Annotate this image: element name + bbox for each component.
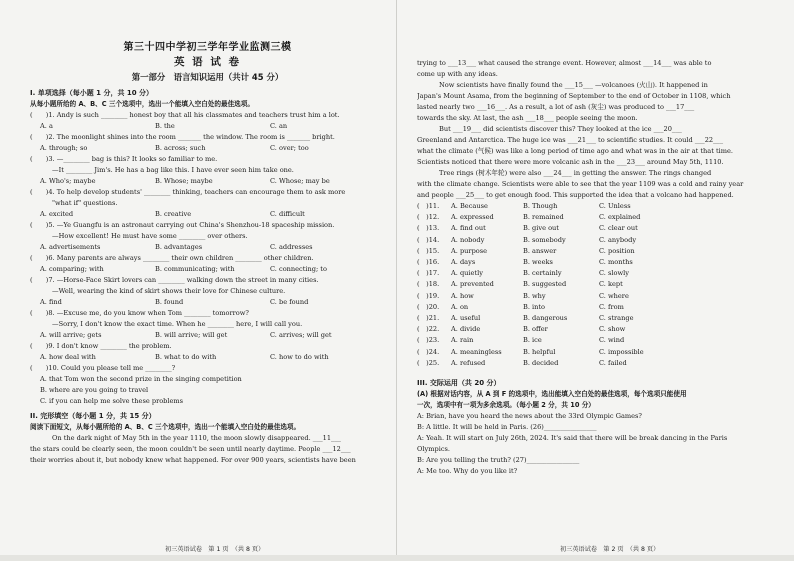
- option-c[interactable]: C. slowly: [599, 269, 629, 278]
- question-3: ( )3. —________ bag is this? It looks so familiar to me.: [30, 155, 218, 163]
- option-a[interactable]: A. refused: [451, 358, 486, 367]
- option-c[interactable]: C. show: [599, 325, 626, 334]
- option-a[interactable]: A. Who's; maybe: [40, 177, 96, 185]
- option-c[interactable]: C. arrives; will get: [270, 331, 332, 339]
- option-row: [417, 235, 768, 246]
- question-4: ( )4. To help develop students' ________ thinking, teachers can encourage them to ask more: [30, 188, 346, 196]
- option-c[interactable]: C. months: [599, 258, 633, 267]
- option-b[interactable]: B. somebody: [523, 235, 566, 244]
- question-number: ( )14.: [417, 235, 440, 244]
- option-a[interactable]: A. find out: [451, 224, 486, 233]
- question-5-line-2: —How excellent! He must have some ________ over others.: [52, 232, 248, 240]
- question-number: ( )21.: [417, 314, 440, 323]
- bottom-shadow: [0, 555, 794, 561]
- option-c[interactable]: C. anybody: [599, 235, 637, 244]
- option-b[interactable]: B. suggested: [523, 280, 567, 289]
- option-row: [417, 268, 768, 279]
- option-c[interactable]: C. explained: [599, 213, 641, 222]
- passage-line: their worries about it, but nobody knew what happened. For over 900 years, scientists have been: [30, 456, 356, 464]
- option-c[interactable]: C. addresses: [270, 243, 313, 251]
- option-b[interactable]: B. decided: [523, 358, 559, 367]
- passage-line: what the climate (气候) was like a long period of time ago and what was in the air at that time.: [417, 147, 733, 155]
- question-7: ( )7. —Horse-Face Skirt lovers can ________ walking down the street in many cities.: [30, 276, 319, 284]
- option-a[interactable]: A. quietly: [451, 269, 483, 278]
- passage-line: come up with any ideas.: [417, 70, 498, 78]
- option-c[interactable]: C. Unless: [599, 202, 631, 210]
- passage-line: On the dark night of May 5th in the year 1110, the moon slowly disappeared. ___11___: [52, 434, 341, 442]
- question-2-options: [30, 143, 385, 154]
- option-c[interactable]: C. failed: [599, 358, 627, 367]
- cloze-options: [417, 201, 768, 369]
- option-b[interactable]: B. found: [155, 298, 184, 306]
- option-b[interactable]: B. answer: [523, 246, 557, 255]
- question-9-options: [30, 352, 385, 363]
- option-row: [417, 212, 768, 223]
- question-8-options: [30, 330, 385, 341]
- option-a[interactable]: A. how: [451, 291, 474, 300]
- section-1-instruction: 从每小题所给的 A、B、C 三个选项中，选出一个能填入空白处的最佳选项。: [30, 100, 254, 108]
- option-c[interactable]: C. how to do with: [270, 353, 329, 361]
- dialogue-line: A: Yeah. It will start on July 26th, 2024. It's said that there will be break dancing in the Paris: [417, 434, 728, 443]
- part-heading: 第一部分 语言知识运用（共计 45 分）: [131, 72, 284, 82]
- option-row: [417, 201, 768, 212]
- option-a[interactable]: A. divide: [451, 325, 481, 334]
- option-row: [417, 324, 768, 335]
- option-row: [417, 358, 768, 369]
- exam-title: 第三十四中学初三学年学业监测三模: [123, 42, 292, 53]
- option-a[interactable]: A. how deal with: [40, 353, 96, 361]
- question-5: ( )5. —Ye Guangfu is an astronaut carrying out China's Shenzhou-18 spaceship mission.: [30, 221, 335, 229]
- question-6: ( )6. Many parents are always ________ their own children ________ other children.: [30, 254, 314, 262]
- question-4-options: [30, 209, 385, 220]
- passage-line: the stars could be clearly seen, the moon couldn't be seen until nearly daytime. People ___12___: [30, 445, 351, 453]
- exam-subtitle: 英 语 试 卷: [174, 56, 241, 68]
- option-c[interactable]: C. where: [599, 291, 629, 300]
- option-b[interactable]: B. advantages: [155, 243, 203, 251]
- section-1-heading: I. 单项选择（每小题 1 分，共 10 分）: [30, 89, 154, 97]
- option-b[interactable]: B. offer: [523, 325, 548, 334]
- option-a[interactable]: A. nobody: [451, 235, 485, 244]
- option-a[interactable]: A. find: [40, 298, 62, 306]
- question-5-options: [30, 242, 385, 253]
- option-a[interactable]: A. advertisements: [40, 243, 101, 251]
- question-3-line-2: —It ________ Jim's. He has a bag like this. I have ever seen him take one.: [52, 166, 294, 174]
- option-b[interactable]: B. Whose; maybe: [155, 177, 213, 185]
- option-a[interactable]: A. rain: [451, 336, 474, 345]
- option-row: [417, 223, 768, 234]
- option-a[interactable]: A. expressed: [451, 213, 494, 222]
- question-number: ( )12.: [417, 213, 440, 222]
- question-number: ( )23.: [417, 336, 440, 345]
- option-b[interactable]: B. ice: [523, 336, 542, 345]
- option-b[interactable]: B. creative: [155, 210, 192, 218]
- dialogue-line: Olympics.: [417, 445, 450, 454]
- passage-line: Japan's Mount Asama, from the beginning of September to the end of October in 1108, which: [417, 92, 731, 100]
- option-a[interactable]: A. excited: [40, 210, 74, 218]
- question-1-options: [30, 121, 385, 132]
- option-c[interactable]: C. connecting; to: [270, 265, 327, 273]
- option-b[interactable]: B. will arrive; will get: [155, 331, 228, 339]
- option-c[interactable]: C. difficult: [270, 210, 305, 218]
- option-a[interactable]: A. a: [40, 122, 53, 130]
- question-number: ( )20.: [417, 302, 440, 311]
- question-6-options: [30, 264, 385, 275]
- question-number: ( )13.: [417, 224, 440, 233]
- question-9: ( )9. I don't know ________ the problem.: [30, 342, 172, 350]
- option-a[interactable]: A. days: [451, 258, 476, 267]
- dialogue-line: A: Me too. Why do you like it?: [417, 467, 518, 476]
- option-a[interactable]: A. Because: [451, 202, 488, 210]
- question-number: ( )25.: [417, 358, 440, 367]
- option-row: [417, 347, 768, 358]
- option-a[interactable]: A. meaningless: [451, 347, 502, 356]
- option-b[interactable]: B. dangerous: [523, 314, 568, 323]
- section-3-instruction-line-2: 一次，选项中有一项为多余选项。（每小题 2 分，共 10 分）: [417, 401, 595, 410]
- option-a[interactable]: A. on: [451, 302, 469, 311]
- question-10: ( )10. Could you please tell me ________?: [30, 364, 176, 372]
- option-b[interactable]: B. into: [523, 302, 546, 311]
- question-7-options: [30, 297, 385, 308]
- option-b[interactable]: B. give out: [523, 224, 559, 233]
- passage-line: towards the sky. At last, the ash ___18___ people seeing the moon.: [417, 114, 638, 122]
- option-c[interactable]: C. be found: [270, 298, 309, 306]
- option-row: [417, 335, 768, 346]
- option-a[interactable]: A. will arrive; gets: [40, 331, 102, 339]
- option-a[interactable]: A. that Tom won the second prize in the singing competition: [40, 375, 242, 383]
- option-c[interactable]: C. Whose; may be: [270, 177, 330, 185]
- option-c[interactable]: C. over; too: [270, 144, 309, 152]
- option-b[interactable]: B. across; such: [155, 144, 206, 152]
- option-a[interactable]: A. through; so: [40, 144, 88, 152]
- dialogue-line: B: A little. It will be held in Paris. (26)________________: [417, 423, 597, 432]
- question-1: ( )1. Andy is such ________ honest boy that all his classmates and teachers trust him a lot.: [30, 111, 340, 119]
- question-number: ( )18.: [417, 280, 440, 289]
- question-8-line-2: —Sorry, I don't know the exact time. When he ________ here, I will call you.: [52, 320, 303, 328]
- option-row: [417, 279, 768, 290]
- option-row: [417, 302, 768, 313]
- passage-line: But ___19___ did scientists discover this? They looked at the ice ___20___: [439, 125, 682, 133]
- passage-line: with the climate change. Scientists were able to see that the year 1109 was a cold and rainy year: [417, 180, 744, 188]
- option-c[interactable]: C. if you can help me solve these problems: [40, 397, 184, 405]
- option-c[interactable]: C. from: [599, 302, 624, 311]
- option-a[interactable]: A. prevented: [451, 280, 494, 289]
- right-page: [397, 0, 794, 561]
- dialogue-line: B: Are you telling the truth? (27)________________: [417, 456, 580, 465]
- option-c[interactable]: C. wind: [599, 336, 625, 345]
- question-number: ( )17.: [417, 269, 440, 278]
- page-footer: 初三英语试卷 第 1 页 （共 8 页）: [165, 546, 265, 553]
- option-row: [417, 313, 768, 324]
- question-number: ( )24.: [417, 347, 440, 356]
- question-7-line-2: —Well, wearing the kind of skirt shows their love for Chinese culture.: [52, 287, 286, 295]
- option-b[interactable]: B. communicating; with: [155, 265, 235, 273]
- section-3-instruction: (A) 根据对话内容，从 A 到 F 的选项中，选出能填入空白处的最佳选项，每个选项只能使用: [417, 390, 687, 399]
- option-row: [417, 246, 768, 257]
- passage-line: Tree rings (树木年轮) were also ___24___ in getting the answer. The rings changed: [439, 169, 712, 177]
- question-number: ( )22.: [417, 325, 440, 334]
- passage-line: and people ___25___ to get enough food. This supported the idea that a volcano had happened.: [417, 191, 734, 199]
- option-c[interactable]: C. clear out: [599, 224, 638, 233]
- option-b[interactable]: B. certainly: [523, 269, 562, 278]
- option-row: [417, 257, 768, 268]
- option-row: [417, 291, 768, 302]
- question-number: ( )19.: [417, 291, 440, 300]
- question-8: ( )8. —Excuse me, do you know when Tom ________ tomorrow?: [30, 309, 249, 317]
- option-b[interactable]: B. what to do with: [155, 353, 217, 361]
- option-b[interactable]: B. weeks: [523, 258, 553, 267]
- section-3-heading: III. 交际运用（共 20 分）: [417, 379, 501, 388]
- section-2-heading: II. 完形填空（每小题 1 分，共 15 分）: [30, 412, 156, 420]
- option-a[interactable]: A. useful: [451, 314, 481, 323]
- option-a[interactable]: A. purpose: [451, 246, 488, 255]
- option-b[interactable]: B. helpful: [523, 347, 556, 356]
- option-b[interactable]: B. remained: [523, 213, 564, 222]
- passage-line: Now scientists have finally found the ___15___ —volcanoes (火山). It happened in: [439, 81, 708, 89]
- question-number: ( )11.: [417, 202, 440, 210]
- option-c[interactable]: C. impossible: [599, 347, 644, 356]
- option-b[interactable]: B. Though: [523, 202, 558, 210]
- option-a[interactable]: A. comparing; with: [40, 265, 104, 273]
- question-4-line-2: "what if" questions.: [52, 199, 118, 207]
- question-2: ( )2. The moonlight shines into the room _______ the window. The room is _______ bright.: [30, 133, 335, 141]
- option-b[interactable]: B. the: [155, 122, 175, 130]
- option-c[interactable]: C. strange: [599, 314, 634, 323]
- option-c[interactable]: C. kept: [599, 280, 623, 289]
- passage-line: Scientists noticed that there were more volcanic ash in the ___23___ around May 5th, 1110.: [417, 158, 724, 166]
- dialogue-line: A: Brian, have you heard the news about the 33rd Olympic Games?: [417, 412, 642, 421]
- option-c[interactable]: C. an: [270, 122, 288, 130]
- question-number: ( )16.: [417, 258, 440, 267]
- option-c[interactable]: C. position: [599, 246, 635, 255]
- page-footer: 初三英语试卷 第 2 页 （共 8 页）: [560, 546, 660, 553]
- question-number: ( )15.: [417, 246, 440, 255]
- question-3-options: [30, 176, 385, 187]
- option-b[interactable]: B. where are you going to travel: [40, 386, 149, 394]
- passage-line: trying to ___13___ what caused the strange event. However, almost ___14___ was able to: [417, 59, 712, 67]
- option-b[interactable]: B. why: [523, 291, 546, 300]
- passage-line: Greenland and Antarctica. The huge ice was ___21___ to scientific studies. It could ___22___: [417, 136, 723, 144]
- passage-line: lasted nearly two ___16___. As a result, a lot of ash (灰尘) was produced to ___17___: [417, 103, 695, 111]
- section-2-instruction: 阅读下面短文，从每小题所给的 A、B、C 三个选项中，选出一个能填入空白处的最佳选项。: [30, 423, 301, 431]
